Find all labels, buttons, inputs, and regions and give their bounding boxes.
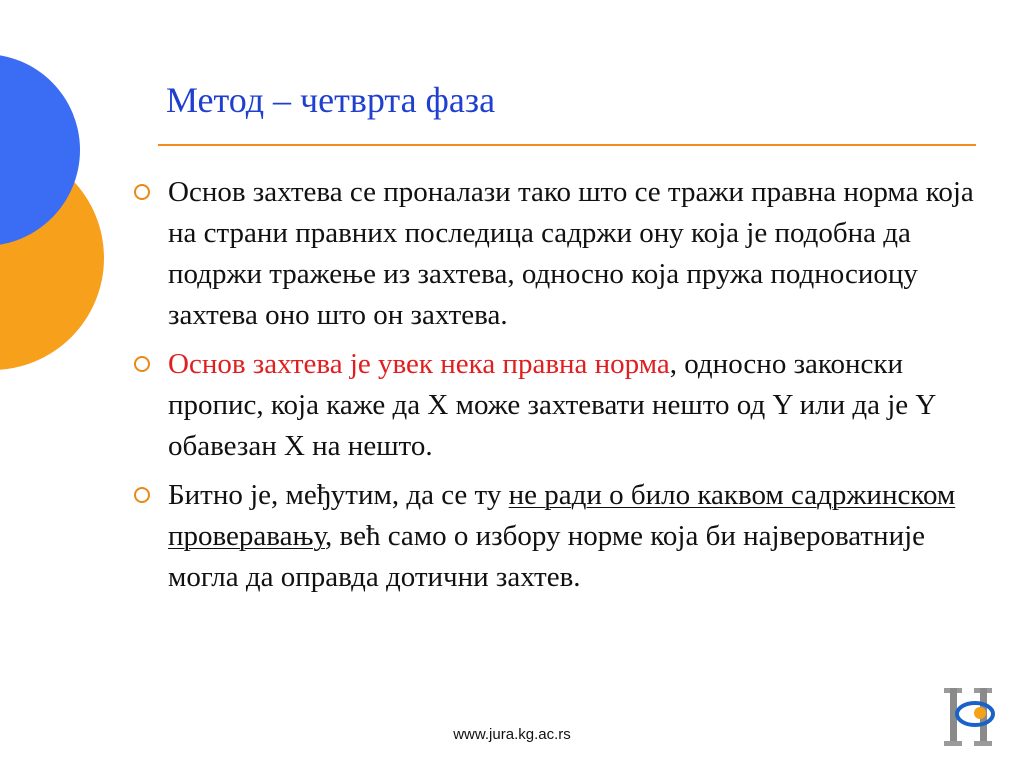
- circle-bullet-icon: [134, 356, 150, 372]
- bullet-text-3: [168, 475, 986, 598]
- bullet-text-3-before: Битно је, међутим, да се ту: [168, 479, 509, 511]
- underlined-text: не ради о било каквом садржинском проверавању: [168, 479, 956, 552]
- bullet-text-1: Основ захтева се проналази тако што се тражи правна норма која на страни правних последица садржи ону која је подобна да подржи тражење из захтева, односно која пружа подносиоцу захтева оно што он захтева.: [168, 176, 974, 331]
- circle-bullet-icon: [134, 184, 150, 200]
- bullet-text-2: [168, 344, 986, 467]
- faculty-logo-icon: [938, 684, 1000, 750]
- bullet-text-2-rest: , односно законски пропис, која каже да X може захтевати нешто од Y или да је Y обавезан X на нешто.: [168, 348, 936, 462]
- bullet-item-2: [126, 344, 986, 467]
- bullet-item-1: [126, 172, 986, 336]
- footer-url: www.jura.kg.ac.rs: [453, 726, 571, 743]
- bullet-item-3: [126, 475, 986, 598]
- circle-bullet-icon: [134, 487, 150, 503]
- bullet-list: [126, 172, 986, 606]
- bullet-text-3-after: , већ само о избору норме која би највероватније могла да оправда дотични захтев.: [168, 520, 926, 593]
- highlighted-text: Основ захтева је увек нека правна норма: [168, 348, 670, 380]
- slide-title: Метод – четврта фаза: [166, 80, 496, 120]
- title-divider: [158, 144, 976, 146]
- decorative-circles: [0, 0, 110, 380]
